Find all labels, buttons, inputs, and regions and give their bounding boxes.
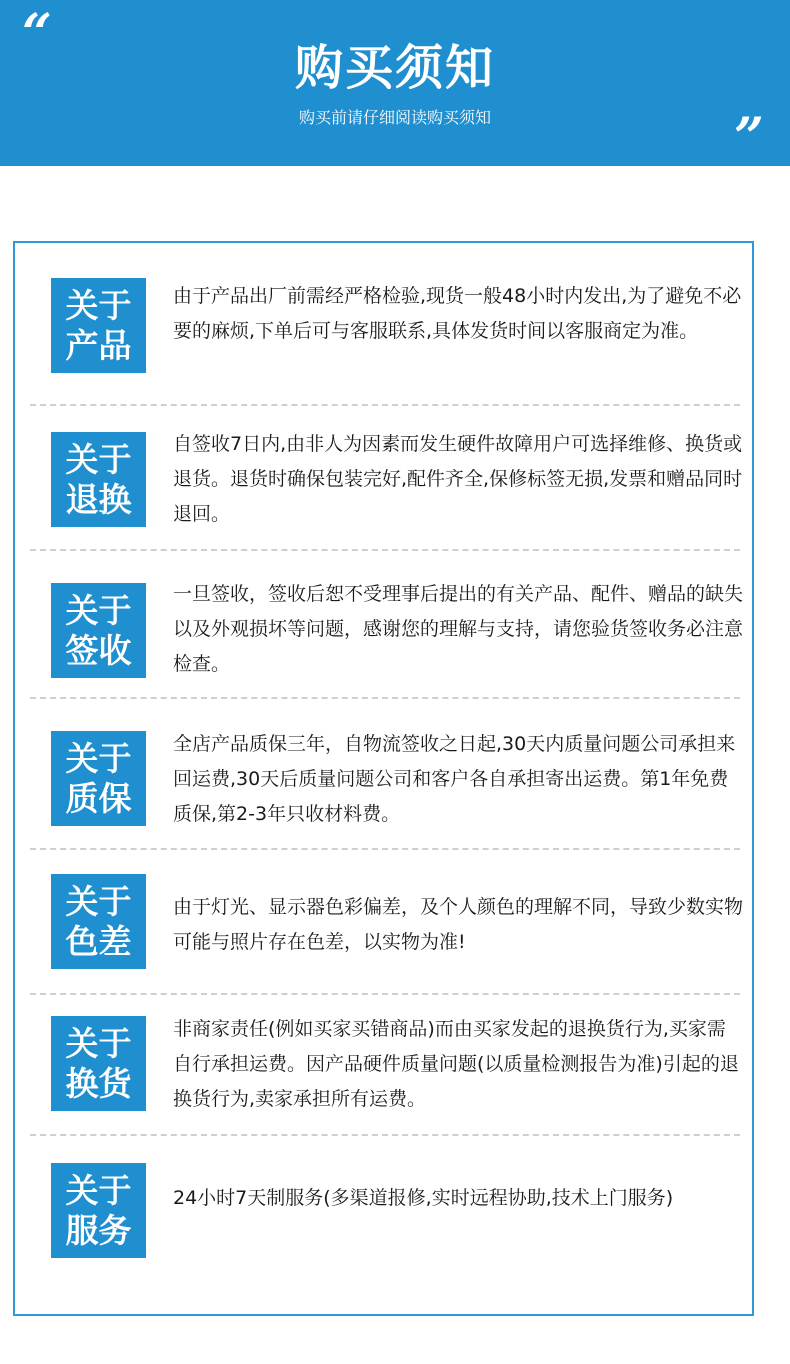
section-text-return: 自签收7日内,由非人为因素而发生硬件故障用户可选择维修、换货或退货。退货时确保包装完好,配件齐全,保修标签无损,发票和赠品同时退回。 xyxy=(173,433,743,525)
open-quote-icon: “ xyxy=(22,3,46,64)
badge-line2: 退换 xyxy=(65,479,132,519)
divider xyxy=(30,549,740,551)
section-text-signing: 一旦签收，签收后恕不受理事后提出的有关产品、配件、赠品的缺失以及外观损坏等问题，感谢您的理解与支持，请您验货签收务必注意检查。 xyxy=(173,583,744,675)
section-badge-color xyxy=(51,874,146,969)
badge-line1: 关于 xyxy=(65,1023,132,1063)
page-subtitle: 购买前请仔细阅读购买须知 xyxy=(298,108,491,127)
close-quote-icon: ” xyxy=(734,107,758,168)
divider xyxy=(30,404,740,406)
section-text-warranty: 全店产品质保三年，自物流签收之日起,30天内质量问题公司承担来回运费,30天后质量问题公司和客户各自承担寄出运费。第1年免费质保,第2-3年只收材料费。 xyxy=(173,733,736,825)
badge-line2: 质保 xyxy=(65,778,132,818)
badge-line2: 产品 xyxy=(65,325,132,365)
section-badge-signing xyxy=(51,583,146,678)
badge-line1: 关于 xyxy=(65,590,132,630)
section-text-product: 由于产品出厂前需经严格检验,现货一般48小时内发出,为了避免不必要的麻烦,下单后可与客服联系,具体发货时间以客服商定为准。 xyxy=(173,285,742,342)
section-text-service: 24小时7天制服务(多渠道报修,实时远程协助,技术上门服务) xyxy=(173,1187,674,1209)
header-banner xyxy=(0,0,790,166)
badge-line2: 换货 xyxy=(65,1063,132,1103)
section-badge-service xyxy=(51,1163,146,1258)
section-badge-product xyxy=(51,278,146,373)
badge-line1: 关于 xyxy=(65,285,132,325)
section-badge-warranty xyxy=(51,731,146,826)
badge-line1: 关于 xyxy=(65,738,132,778)
badge-line1: 关于 xyxy=(65,1170,132,1210)
badge-line2: 色差 xyxy=(65,921,132,961)
badge-line1: 关于 xyxy=(65,881,132,921)
section-text-color: 由于灯光、显示器色彩偏差，及个人颜色的理解不同，导致少数实物可能与照片存在色差，以实物为准! xyxy=(173,896,744,953)
divider xyxy=(30,697,740,699)
badge-line2: 服务 xyxy=(65,1210,132,1250)
section-badge-exchange xyxy=(51,1016,146,1111)
page-title: 购买须知 xyxy=(294,40,495,96)
section-text-exchange: 非商家责任(例如买家买错商品)而由买家发起的退换货行为,买家需自行承担运费。因产品硬件质量问题(以质量检测报告为准)引起的退换货行为,卖家承担所有运费。 xyxy=(173,1018,739,1110)
divider xyxy=(30,1134,740,1136)
section-badge-return xyxy=(51,432,146,527)
divider xyxy=(30,848,740,850)
badge-line2: 签收 xyxy=(65,630,132,670)
badge-line1: 关于 xyxy=(65,439,132,479)
divider xyxy=(30,993,740,995)
